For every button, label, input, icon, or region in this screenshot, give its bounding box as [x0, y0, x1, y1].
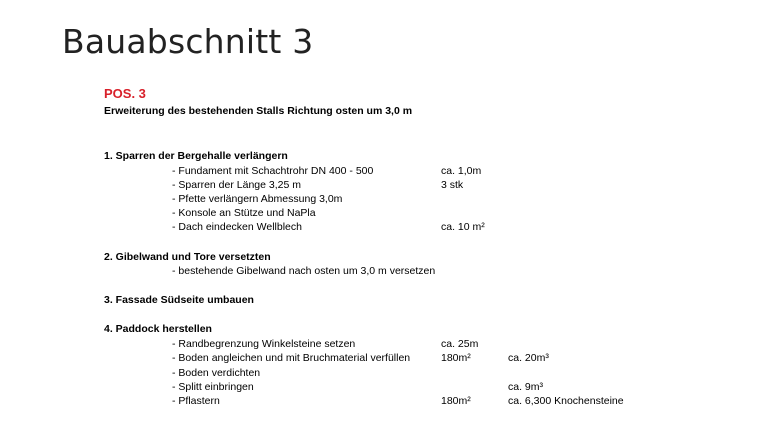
item-quantity: ca. 25m	[441, 338, 479, 350]
section-heading-4: 4. Paddock herstellen	[104, 323, 212, 335]
list-item: - Pflastern	[172, 395, 220, 407]
item-quantity: 180m²	[441, 352, 471, 364]
position-label: POS. 3	[104, 86, 146, 101]
item-extra-quantity: ca. 6,300 Knochensteine	[508, 395, 624, 407]
list-item: - Boden verdichten	[172, 367, 261, 379]
list-item: - Dach eindecken Wellblech	[172, 221, 302, 233]
section-heading-3: 3. Fassade Südseite umbauen	[104, 294, 254, 306]
item-quantity: 180m²	[441, 395, 471, 407]
item-quantity: ca. 1,0m	[441, 165, 482, 177]
list-item: - Sparren der Länge 3,25 m	[172, 179, 301, 191]
item-quantity: 3 stk	[441, 179, 464, 191]
list-item: - bestehende Gibelwand nach osten um 3,0 m versetzen	[172, 265, 436, 277]
section-heading-2: 2. Gibelwand und Tore versetzten	[104, 251, 271, 263]
item-extra-quantity: ca. 20m³	[508, 352, 549, 364]
position-description: Erweiterung des bestehenden Stalls Richtung osten um 3,0 m	[104, 105, 413, 117]
list-item: - Pfette verlängern Abmessung 3,0m	[172, 193, 343, 205]
item-quantity: ca. 10 m²	[441, 221, 485, 233]
list-item: - Konsole an Stütze und NaPla	[172, 207, 316, 219]
list-item: - Randbegrenzung Winkelsteine setzen	[172, 338, 356, 350]
list-item: - Boden angleichen und mit Bruchmaterial verfüllen	[172, 352, 411, 364]
list-item: - Splitt einbringen	[172, 381, 254, 393]
section-heading-1: 1. Sparren der Bergehalle verlängern	[104, 150, 288, 162]
slide-title: Bauabschnitt 3	[62, 22, 314, 61]
list-item: - Fundament mit Schachtrohr DN 400 - 500	[172, 165, 374, 177]
item-extra-quantity: ca. 9m³	[508, 381, 544, 393]
